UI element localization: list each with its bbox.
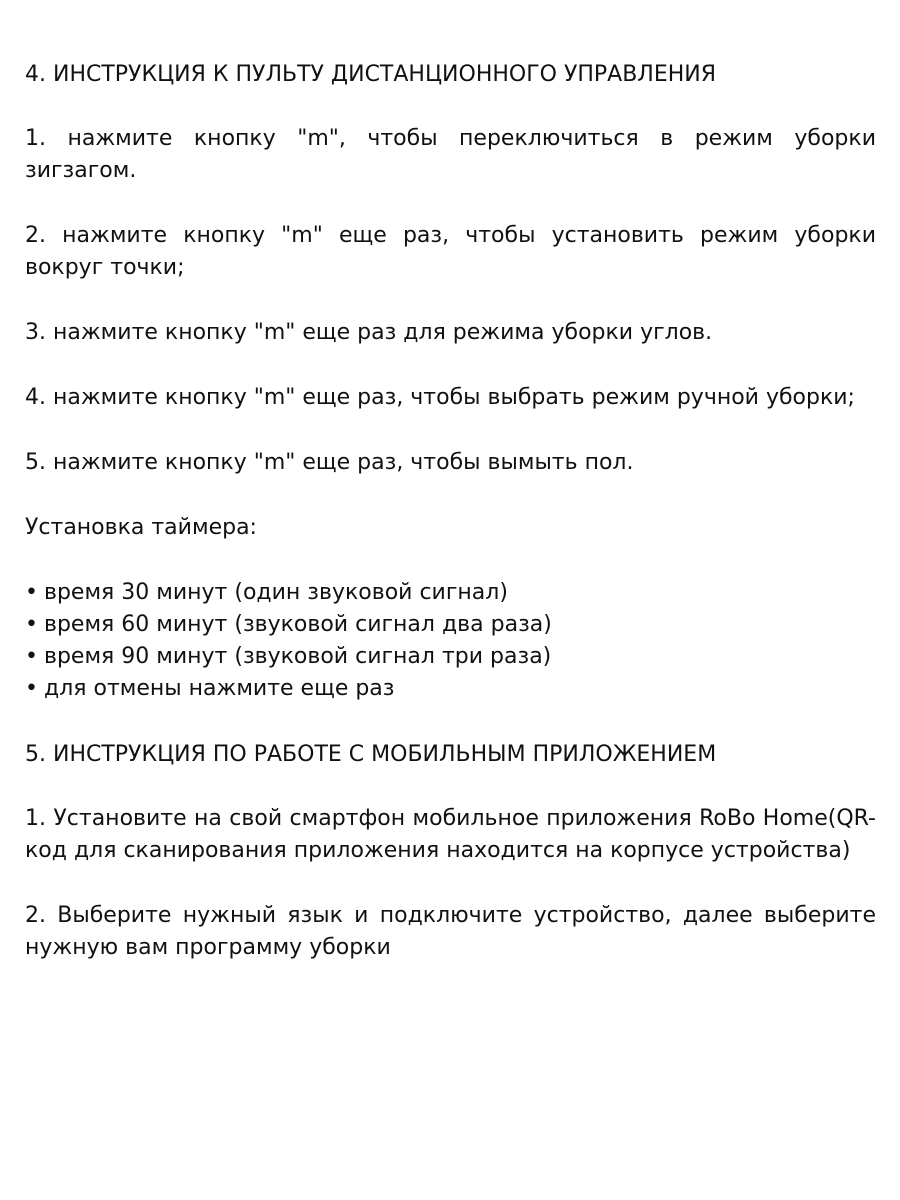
timer-item: [25, 609, 876, 641]
bullet-icon: •: [25, 676, 38, 701]
remote-step-2: 2. нажмите кнопку "m" еще раз, чтобы установить режим уборки вокруг точки;: [25, 223, 876, 280]
remote-step-5: 5. нажмите кнопку "m" еще раз, чтобы вымыть пол.: [25, 450, 634, 475]
timer-item-text: для отмены нажмите еще раз: [43, 676, 395, 701]
timer-item-text: время 30 минут (один звуковой сигнал): [43, 580, 508, 605]
remote-section-heading: 4. ИНСТРУКЦИЯ К ПУЛЬТУ ДИСТАНЦИОННОГО УПРАВЛЕНИЯ: [25, 62, 717, 87]
timer-item: [25, 673, 876, 705]
app-step-1: 1. Установите на свой смартфон мобильное приложения RoBo Home(QR-код для сканирования приложения находится на корпусе устройства): [25, 806, 876, 863]
app-step-2: 2. Выберите нужный язык и подключите устройство, далее выберите нужную вам программу уборки: [25, 903, 876, 960]
app-section-heading: 5. ИНСТРУКЦИЯ ПО РАБОТЕ С МОБИЛЬНЫМ ПРИЛОЖЕНИЕМ: [25, 742, 717, 767]
bullet-icon: •: [25, 612, 38, 637]
timer-list: [25, 577, 876, 705]
remote-step-3: 3. нажмите кнопку "m" еще раз для режима уборки углов.: [25, 320, 713, 345]
bullet-icon: •: [25, 580, 38, 605]
timer-item: [25, 577, 876, 609]
remote-step-4: 4. нажмите кнопку "m" еще раз, чтобы выбрать режим ручной уборки;: [25, 385, 855, 410]
instruction-page: [25, 58, 876, 997]
timer-heading: Установка таймера:: [25, 515, 257, 540]
timer-item: [25, 641, 876, 673]
bullet-icon: •: [25, 644, 38, 669]
timer-item-text: время 90 минут (звуковой сигнал три раза): [43, 644, 552, 669]
timer-item-text: время 60 минут (звуковой сигнал два раза): [43, 612, 552, 637]
remote-step-1: 1. нажмите кнопку "m", чтобы переключиться в режим уборки зигзагом.: [25, 126, 876, 183]
